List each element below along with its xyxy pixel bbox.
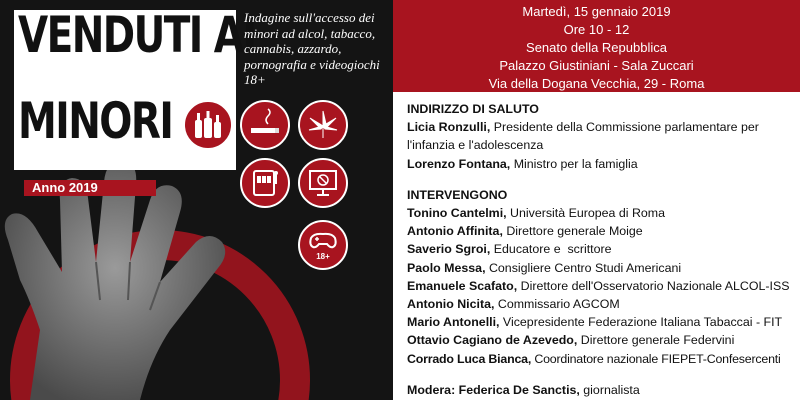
speaker-role: Consigliere Centro Studi Americani: [485, 260, 682, 275]
speaker-name: Mario Antonelli,: [407, 315, 500, 330]
speaker-row: [407, 313, 797, 331]
restricted-monitor-icon: [298, 158, 348, 208]
speaker-role: Università Europea di Roma: [506, 206, 665, 221]
gamepad-18plus-icon: [298, 220, 348, 270]
speaker-row: [407, 331, 797, 349]
event-building: Palazzo Giustiniani - Sala Zuccari: [499, 58, 694, 73]
speaker-name: Lorenzo Fontana,: [407, 156, 511, 171]
poster-subtitle: Indagine sull'accesso dei minori ad alcol, tabacco, cannabis, azzardo, pornografia e videogiochi 18+: [244, 10, 380, 87]
program-body: [407, 100, 797, 399]
speaker-name: Antonio Nicita,: [407, 297, 495, 312]
year-badge: Anno 2019: [24, 180, 156, 196]
title-line-2: MINORI: [18, 92, 173, 150]
speaker-row: [407, 259, 797, 277]
moderator-row: [407, 381, 797, 399]
program-panel: [393, 0, 800, 400]
speaker-role: Commissario AGCOM: [494, 297, 620, 312]
event-header: [393, 0, 800, 92]
speaker-role: Educatore e scrittore: [490, 242, 612, 257]
speaker-row: [407, 118, 797, 154]
moderator-name: Modera: Federica De Sanctis,: [407, 382, 580, 397]
speaker-role: Coordinatore nazionale FIEPET-Confesercenti: [531, 351, 781, 366]
speaker-role: Direttore dell'Osservatorio Nazionale ALCOL-ISS: [517, 278, 790, 293]
poster-panel: [0, 0, 393, 400]
event-address: Via della Dogana Vecchia, 29 - Roma: [488, 76, 705, 91]
speaker-name: Emanuele Scafato,: [407, 278, 518, 293]
cigarette-icon: [240, 100, 290, 150]
event-time: Ore 10 - 12: [563, 22, 630, 37]
event-venue: Senato della Repubblica: [526, 40, 667, 55]
speaker-row: [407, 222, 797, 240]
speaker-row: [407, 350, 797, 368]
slot-machine-icon: [240, 158, 290, 208]
speaker-name: Tonino Cantelmi,: [407, 206, 507, 221]
speaker-role: Ministro per la famiglia: [510, 156, 638, 171]
speaker-row: [407, 204, 797, 222]
speaker-name: Paolo Messa,: [407, 260, 486, 275]
speaker-row: [407, 155, 797, 173]
speaker-role: Direttore generale Federvini: [577, 333, 735, 348]
speaker-row: [407, 295, 797, 313]
speaker-role: Presidente della Commissione parlamentare per l'infanzia e l'adolescenza: [407, 120, 759, 153]
speaker-row: [407, 240, 797, 258]
speaker-name: Corrado Luca Bianca,: [407, 351, 532, 366]
moderator-role: giornalista: [579, 382, 640, 397]
event-date: Martedì, 15 gennaio 2019: [522, 4, 671, 19]
speaker-role: Vicepresidente Federazione Italiana Tabaccai - FIT: [499, 315, 783, 330]
speaker-name: Ottavio Cagiano de Azevedo,: [407, 333, 578, 348]
cannabis-leaf-icon: [298, 100, 348, 150]
speaker-role: Direttore generale Moige: [502, 224, 643, 239]
alcohol-bottles-icon: [183, 100, 233, 150]
speaker-name: Licia Ronzulli,: [407, 120, 491, 135]
speakers-heading: INTERVENGONO: [407, 187, 508, 202]
speaker-name: Antonio Affinita,: [407, 224, 503, 239]
age-badge-text: 18+: [316, 252, 330, 261]
speaker-row: [407, 277, 797, 295]
greeting-heading: INDIRIZZO DI SALUTO: [407, 102, 539, 116]
speaker-name: Saverio Sgroi,: [407, 242, 491, 257]
title-line-1: VENDUTI AI: [18, 6, 256, 64]
